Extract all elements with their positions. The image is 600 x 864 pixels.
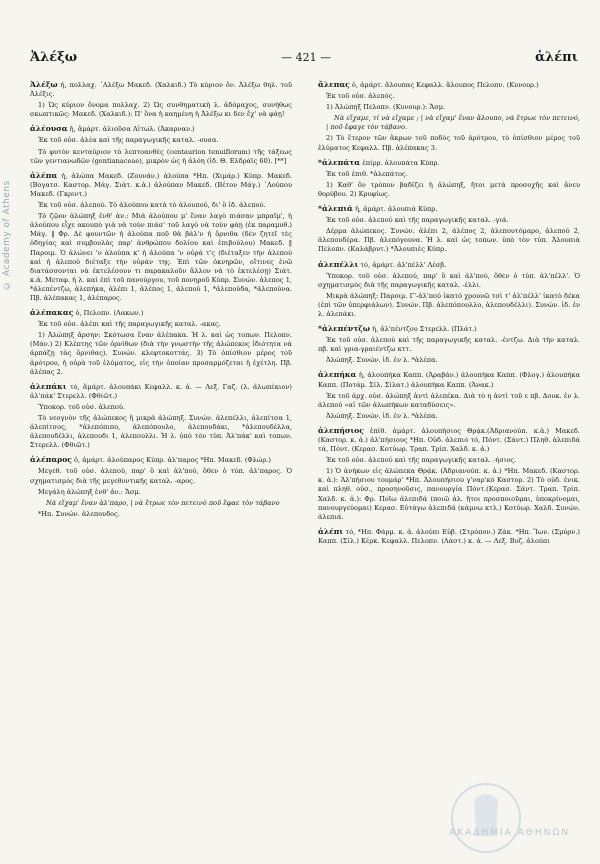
dictionary-entry [318,324,580,365]
entry-text: Ἐκ τοῦ οὐσ. ἀλεπού καὶ τῆς παραγωγικῆς καταλ. -έντζω. Διὰ τὴν καταλ. πβ. καὶ γρια-γραιέντζω κττ. [318,336,580,354]
dictionary-entry [30,382,292,451]
dictionary-entry [318,260,580,320]
dictionary-entry [30,171,292,303]
entry-text: Ἐκ τοῦ οὐσ. ἀλεπού καὶ τῆς παραγωγικῆς καταλ. -ήσιος. [326,456,517,465]
entry-text: ἐπίθ. ἀμάρτ. ἀλουπήσιος Θρᾴκ.(Ἀδριανούπ. κ.ἁ.) Μακεδ.(Καστορ. κ. ἁ.) ἀλ'πήσιους *Ηπ. Οὐδ. ἀλεπιό τό, Πόντ. (Σάντ.) Πληθ. ἀλεπιδά τά, Πόντ. (Κερασ. Κοτύωρ. Τραπ. Τρίπ. Χαλδ. κ. ἁ.) [318,426,580,454]
entry-text: Ἀλώπηξ. Συνών. ἰδ. ἐν λ. *ἀλέπα. [326,356,438,365]
entry-headword: ἄλεπας [318,80,350,89]
entry-headword: Ἀλέξω [30,80,58,89]
entry-text: Μικρὰ ἀλώπηξ: Παροιμ. Γ'-ἀλ'πού ἰκατό χρουνῶ τσὶ τ' ἀλ'πέλλ' ἰκατὸ δέκα (ἐπὶ τῶν ὑπερφιάλων). Συνών. Πβ. ἀλεπόπουλλο, ἀλεπουδέλλι). Συνών. ἰδ. ἐν λ. ἀλεπάκι. [318,291,580,318]
entry-text: Μεγάλη ἀλώπηξ ἐνθ' ἀν.: Ἄσμ. [38,487,141,496]
entry-headword: *ἀλεπάτα [318,157,361,167]
entry-text: Ἐκ τοῦ ἐπιθ. *ἀλεπάτος. [326,169,408,178]
entry-text: ἐπίρρ. ἀλουπάτα Κύπρ. [362,158,440,167]
entry-headword: *ἀλεπέντζω [318,324,371,334]
seal-text: ΑΚΑΔΗΜΙΑ ΑΘΗΝΩΝ [449,828,570,838]
entry-headword: *ἀλεπιά [318,204,353,214]
page-number: — 421 — [281,51,332,64]
page-header [30,50,578,70]
entry-headword: ἀλεπάκι [30,381,67,391]
entry-text: Τὸ νεογνὸν τῆς ἀλώπεκος ἢ μικρὰ ἀλώπηξ. Συνών. ἀλεπέλλι, ἀλεπίτσα 1, ἀλεπίτσος, *ἀλεπόπιπο, ἀλεπόπουλο, ἀλεπουδάκι, *ἀλεπουδέλλα, ἀλεπουδέλλι, ἀλεπουδι 1, ἀλεπουλλι. Ἡ λ. ὑπὸ τὸν τύπ. Ἀλ'πάκ' καὶ τοπων. Στερελλ. (Φθιῶτ.) [30,414,292,450]
entry-text: 1) Ὡς κύριον ὄνομα πολλαχ. 2) Ὡς συνθηματικὴ λ. ἀδόμαχος, συνήθως σκωπτικῶς: Μακεδ. (Χαλκιδ.): Π' ὅνα ἡ καημένη ἡ Ἀλέξω κι δεν ἔχ' νὰ φάῃ! [30,101,292,119]
entry-headword: ἀλέπι [318,526,344,536]
entry-headword: ἀλεπέλλι [318,259,359,269]
entry-text: ἡ, ἀλ'πέντζου Στερελλ. (Πλάτ.) [372,325,477,334]
entry-text: 1) Καθ' ὃν τρόπον βαδίζει ἡ ἀλώπηξ, ἤτοι μετὰ προσοχῆς καὶ ἄνευ θορύβου. 2) Κρυφίως. [318,180,580,198]
dictionary-entry [30,80,292,119]
entry-text: Ἐκ τοῦ οὐσ. ἀλέα καὶ τῆς παραγωγικῆς καταλ. -ουσα. [38,136,219,145]
dictionary-entry [318,370,580,420]
entry-text: ἡ, πολλαχ. ᾿Αλέξω Μακεδ. (Χαλκιδ.) Τὸ κύριον ὄν. Ἀλέξω θηλ. τοῦ Ἀλέξις. [30,81,292,99]
entry-text: Ὑποκορ. τοῦ οὐσ. ἀλεπού. [38,402,125,411]
entry-headword: ἀλεπήσιος [318,425,364,435]
dictionary-entry [318,527,580,546]
dictionary-entry [30,124,292,165]
entry-text: Ἀλώπηξ. Συνών. ἰδ. ἐν λ. *ἀλέπα. [326,411,438,420]
copyright-watermark: © Academy of Athens [2,180,12,290]
dictionary-entry [318,204,580,254]
entry-text: ἡ, ἀλώπα Μακεδ. (Ζουνάν.) ἀλούπα *Ηπ. (Χιμάρ.) Κύπρ. Μακεδ. (Βογατσ. Καστορ. Μάγ. Σιάτ. κ.ἀ.) ἀλούπαν Μακεδ. (Βέτον Μάγ.) ᾿Λούπου Μακεδ. (Γκριντ.) [30,171,292,198]
entry-text: Ἐκ τοῦ ἀρχ. οὐσ. ἀλώπηξ ἀντὶ ἀλεπέκα. Διὰ τὸ η ἀντὶ τοῦ ε πβ. Δουκ. ἐν λ. ἀλεπού «αἱ τῶν ἀλωπήκων καταδύσεις». [318,391,580,409]
entry-headword: ἀλέπακας [30,308,74,318]
dictionary-entry [30,455,292,519]
dictionary-entry [318,80,580,153]
entry-text: Μεγεθ. τοῦ οὐσ. ἀλεπού, παρ' ὃ καὶ ἀλ'πού, ὅθεν ὁ τύπ. ἀλ'παρος. Ὁ σχηματισμὸς διὰ τῆς μεγεθυντικῆς καταλ. -αρος. [30,467,292,485]
academy-seal-watermark [386,778,586,858]
entry-text: 1) Ὁ ἀνήκων εἰς ἀλώπεκα Θρᾴκ. (Ἀδριανούπ. κ. ἁ.) *Ηπ. Μακεδ. (Καστορ. κ. ἁ.): Ἀλ'πήσιου τουμάρ' *Ηπ. Ἀλουπήσιου γ'ναρ'κό Καστορ. 2) Τὸ οὐδ. ἐνικ. καὶ πληθ. οὐσ., προσηνοῦσις, πανουργία Πόντ.(Κερασ. Σάντ. Τραπ. Τρίπ. Χαλδ. κ. ἁ.): Φρ. Ποῖω ἀλεπιδά (ποιῶ ἀλ. ἤτοι προσποιοῦμαι, ὑποκρίνομαι, πανουργεύομαι) Κερασ. Εὐτάγω ἀλεπιδά (κάμνω κτλ.) Κοτύωρ. Χαλδ. Συνών. ἀλεπιά. [318,467,580,521]
entry-text: ἡ, ἀλουπήκα Καππ. (Ἀραβάν.) ἀλουπήκα Καππ. (Φλογ.) ἀλουπήκα Καππ. (Ποτάμ. Σίλ. Σίλατ.) ἀλουπήκα Καππ. (Ἀνακ.) [318,371,580,389]
entry-text: τό, ἄμάρτ. ἀλουπάκι Κεφαλλ. κ. ἁ. — Λεξ. Γαζ. (λ. ἀλωπέκιον) ἀλ'πάκ' Στερελλ. (Φθιῶτ.) [30,382,292,400]
entry-text: ἡ, ἄμάρτ. ἀλιοῦσα Αἰτωλ. (Ἀκαρναν.) [69,125,195,134]
entry-text: 1) Ἀλώπηξ Πελοπν. (Κυνουρ.): Ἄσμ. [326,103,446,112]
entry-text: Ὑποκορ. τοῦ οὐσ. ἀλεπού, παρ' ὃ καὶ ἀλ'πού, ὅθεν ὁ τύπ. ἀλ'πέλλ'. Ὁ σχηματισμὸς διὰ τῆς παραγωγικῆς καταλ. -έλλι. [318,271,580,289]
header-left-word: Ἀλέξω [30,50,78,65]
entry-text: Ἐκ τοῦ οὐσ. ἀλέπι καὶ τῆς παραγωγικῆς καταλ. -ακας. [38,320,221,329]
left-column [30,80,292,850]
entry-text: τό, *Ηπ. Φάρμ. κ. ἁ. ἀλούπι Εὐβ. (Στρόπον.) Ζάκ. *Ηπ. Ἴων. (Σμύρν.) Καππ. (Σίλ.) Κέρκ. Κεφαλλ. Πελοπν. (Λάστ.) κ. ἁ. — Λεξ. Βυζ. ἀλούπι [318,527,580,545]
entry-headword: ἀλέπα [30,170,58,180]
entry-quote: Νὰ εἴχαμ' ἕναν ἀλ'παρο, | νὰ ἔτρωε τὸν πετεινὸ ποῦ ἔφαε τὸν τάβανο [46,498,280,507]
dictionary-entry [318,158,580,199]
entry-text: 2) Τὸ ἕτερον τῶν ἄκρων τοῦ ποδὸς τοῦ ἀρότρου, τὸ ὀπίσθιον μέρος τοῦ ἐλύματος Κεφαλλ. Πβ. ἀλέπακας 3. [318,134,580,152]
dictionary-entry [30,308,292,377]
entry-text: *Ηπ. Συνών. ἀλεπουδος. [38,509,120,518]
entry-text: ὁ, ἀμάρτ. ἄλουπας Κεφαλλ. ἄλουπος Πελοπν. (Κυνουρ.) [351,81,539,89]
entry-text: Ἐκ τοῦ οὐσ. ἀλεπού. Τὸ ἀλούπου κατὰ τὸ ἀλουπού, δι' ὃ ἰδ. ἀλεπού. [38,201,266,210]
header-right-word: ἀλέπι [535,50,578,65]
entry-text: 1) Ἀλώπηξ ἄρσην: Σκότωσα ἕναν ἀλέπακα. Ἡ λ. καὶ ὡς τοπων. Πελοπν. (Μάν.) 2) Κλέπτης τῶν ὀρνίθων (διὰ τὴν γνωστὴν τῆς ἀλώπεκος ἰδιότητα νὰ ἁρπάζῃ τὰς ὄρνιθας). Συνών. κλεφτοκοττάς. 3) Τὸ ὀπίσθιον μέρος τοῦ ἀρότρου, ἡ οὐρὰ τοῦ ἐλύματος, εἰς τὴν ὁποίαν προσαρμόζεται ἡ ἐχέτλη. Πβ. ἀλέπας 2. [30,331,292,376]
entry-text: Ἐκ τοῦ οὐσ. ἀλεπού καὶ τῆς παραγωγικῆς καταλ. -γιά. [326,216,509,225]
entry-text: ὁ, Πελοπν. (Λακων.) [75,309,144,318]
entry-text: Τὸ φυτὸν κενταύριον τὸ λεπτοανθὲς (centaurion tenuiflorum) τῆς τάξεως τῶν γεντιανωδῶν (gentianaceae), μικρὸν ὡς ἡ ἀλόη (ἰδ. Θ. Ελδράϊς 60). [**] [30,147,292,165]
dictionary-entry [318,426,580,522]
entry-headword: ἀλέουσα [30,124,68,134]
entry-headword: ἀλεπήκα [318,370,357,380]
entry-text: Τὸ ζῷον ἀλώπηξ ἐνθ' ἀν.: Μιὰ ἀλούπου μ' ἔναν λαγὸ πιάσαν μπραῖμ', ἡ ἀλούπου εἶχε ακουπὸ γιὰ νὰ τοὺν πιάσ' τοῦ λαγὸ νὰ τοὺν φάῃ (ἐκ παραμυθ.) Μάγ. ‖ Φρ. Δὲ φουντῶν ἡ ἀλούπα ποῦ θὰ βάλ'ν ἡ ὄρνιθα (δὲν ζητεῖ τὲς ὁδηγίας καὶ συμβουλὰς παρ' ἀνθρώπου δολίου καὶ ἐπιβούλου) Μακεδ. ‖ Παροιμ. Ὁ ἀλώνει 'ν ἀλούπα κ' ἡ ἀλούπα 'ν οὐρά τ'ς (διέταξεν τὴν ἀλεπού καὶ ἡ ἀλεπού διέταξε τὴν οὐράν της. Ἐπὶ τῶν ὀκνηρῶν, οἵτινες ἐνῶ διατάσσονται νὰ ἐκτελέσουν τι παρακαλοῦν ἄλλον νὰ τὸ ἐκτελέσῃ) Σιάτ. κ.ἀ. Μεταφ. ἡ λ. καὶ ἐπὶ τοῦ πανούργου, τοῦ πονηροῦ Κύπρ. Συνών. ἀλεπος 1, *ἀλεπέντζω, ἀλεπήκα, ἀλέπι 1, ἀλέπος 1, ἀλεπού 1, *ἀλεπούδα, *ἀλεπούνα. Πβ. ἀλέπακας 1, ἀλέπαρος. [30,212,292,302]
entry-headword: ἀλέπαρος [30,455,72,465]
entry-text: ὁ, ἀμάρτ. ἀλούπαρος Κύπρ. ἀλ'παρος *Ηπ. Μακεδ. (Φλώρ.) [74,456,271,465]
right-column [318,80,580,850]
entry-text: Ἐκ τοῦ οὐσ. ἀλεπός. [326,92,395,101]
entry-quote: Νὰ εἴχαμε, τί νὰ εἴχαμε ; | νὰ εἴχαμ' ἕναν ἄλουπο, νὰ ἔτρωε τὸν πετεινό, | ποῦ ἔφαγε τὸν τάβανο. [326,114,580,132]
entry-text: ἡ, ἀμάρτ. ἀλουπιά Κύπρ. [354,205,438,214]
entry-text: τό, ἀμάρτ. ἀλ'πέλλ' Λέσβ. [360,260,447,269]
entry-text: Δέρμα ἀλώπεκος. Συνών. ἀλέπι 2, ἀλέπος 2, ἀλεπουτόμαρο, ἀλεπού 2, ἀλεπουδέρα. Πβ. ἀλεπόγουνα. Ἡ λ. καὶ ὡς τοπων. ὑπὸ τὸν τύπ. Ἀλουπιὰ Πελοπν. (Καλάβρυτ.) *Ἀλουπιὲς Κύπρ. [318,227,580,254]
